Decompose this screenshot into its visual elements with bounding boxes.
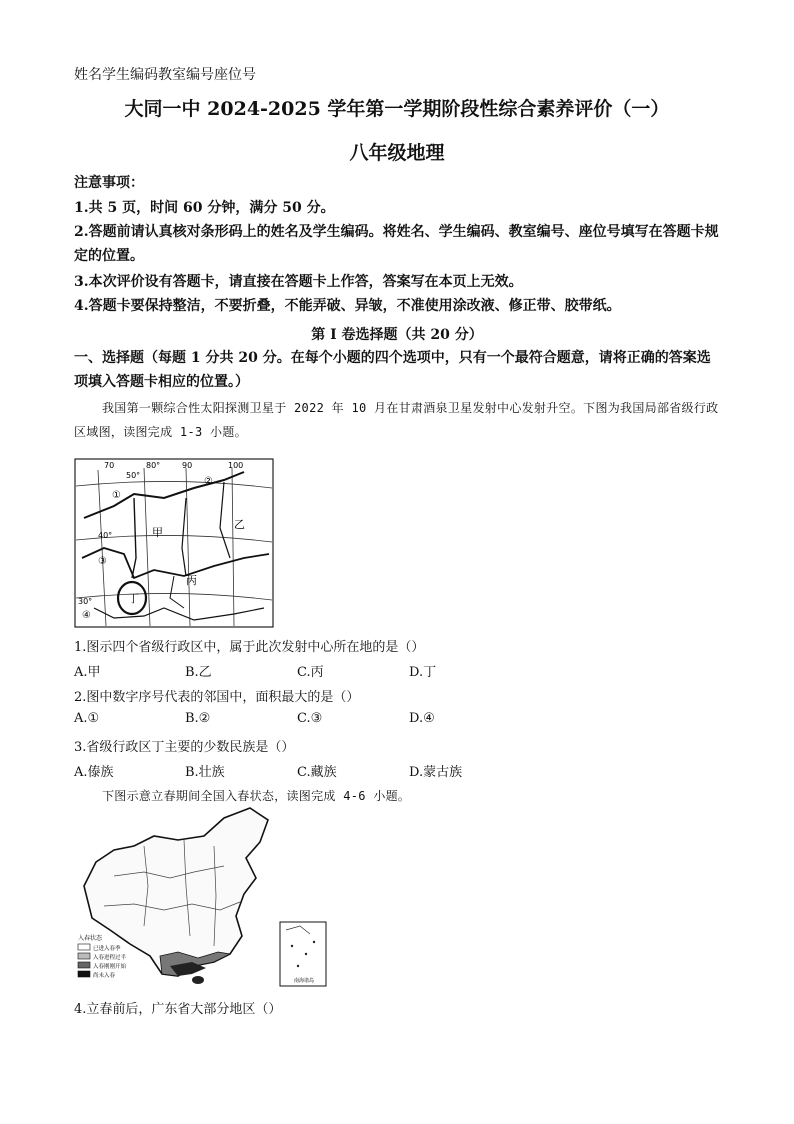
lat-label-40: 40° xyxy=(98,531,113,540)
question-3-option-a[interactable]: A.傣族 xyxy=(74,765,114,780)
region-label-1: ① xyxy=(112,490,121,501)
region-label-2: ② xyxy=(204,476,213,487)
notice-item-1: 1.共 5 页，时间 60 分钟，满分 50 分。 xyxy=(74,200,335,216)
region-label-yi: 乙 xyxy=(234,518,245,531)
lon-label-100: 100 xyxy=(228,461,244,470)
question-2-stem: 2.图中数字序号代表的邻国中，面积最大的是（） xyxy=(74,690,360,705)
region-label-bing: 丙 xyxy=(186,574,197,587)
question-1-stem: 1.图示四个省级行政区中，属于此次发射中心所在地的是（） xyxy=(74,640,425,655)
region-label-4: ④ xyxy=(82,610,91,621)
question-2-option-c[interactable]: C.③ xyxy=(297,711,323,726)
inset-label: 南海诸岛 xyxy=(293,978,315,984)
province-map xyxy=(74,458,274,632)
material-1: 我国第一颗综合性太阳探测卫星于 2022 年 10 月在甘肃酒泉卫星发射中心发射升空。下图为我国局部省级行政区域图，读图完成 1-3 小题。 xyxy=(74,401,719,439)
question-1-option-b[interactable]: B.乙 xyxy=(185,665,212,680)
lon-label-80: 80° xyxy=(146,461,161,470)
lon-label-70: 70 xyxy=(104,461,115,470)
section-title: 第 I 卷选择题（共 20 分） xyxy=(311,327,483,343)
question-4-stem: 4.立春前后，广东省大部分地区（） xyxy=(74,1002,282,1017)
question-2-option-b[interactable]: B.② xyxy=(185,711,211,726)
notice-item-3: 3.本次评价设有答题卡，请直接在答题卡上作答，答案写在本页上无效。 xyxy=(74,274,523,290)
legend-title: 入春状态 xyxy=(78,935,103,942)
china-spring-map xyxy=(74,806,334,994)
region-label-ding: 丁 xyxy=(128,592,139,605)
lat-label-30: 30° xyxy=(78,597,93,606)
question-1-option-a[interactable]: A.甲 xyxy=(74,665,101,680)
notice-item-2: 2.答题前请认真核对条形码上的姓名及学生编码。将姓名、学生编码、教室编号、座位号填写在答题卡规定的位置。 xyxy=(74,224,719,264)
section-instructions: 一、选择题（每题 1 分共 20 分。在每个小题的四个选项中，只有一个最符合题意，请将正确的答案选项填入答题卡相应的位置。） xyxy=(74,350,711,390)
header-fields: 姓名学生编码教室编号座位号 xyxy=(74,67,256,83)
lat-label-50: 50° xyxy=(126,471,141,480)
question-3-option-b[interactable]: B.壮族 xyxy=(185,765,225,780)
question-3-stem: 3.省级行政区丁主要的少数民族是（） xyxy=(74,740,295,755)
lon-label-90: 90 xyxy=(182,461,193,470)
page-title: 大同一中 2024-2025 学年第一学期阶段性综合素养评价（一） xyxy=(124,98,670,120)
question-2-option-d[interactable]: D.④ xyxy=(409,711,435,726)
question-2-option-a[interactable]: A.① xyxy=(74,711,100,726)
notice-item-4: 4.答题卡要保持整洁，不要折叠，不能弄破、异皱，不准使用涂改液、修正带、胶带纸。 xyxy=(74,298,621,314)
legend-item-1: 已进入春季 xyxy=(93,946,121,952)
legend-item-3: 入春刚刚开始 xyxy=(93,964,127,970)
notice-heading: 注意事项： xyxy=(74,175,144,191)
page-subtitle: 八年级地理 xyxy=(349,142,445,164)
question-3-option-d[interactable]: D.蒙古族 xyxy=(409,765,463,780)
material-2: 下图示意立春期间全国入春状态，读图完成 4-6 小题。 xyxy=(102,789,411,803)
question-1-option-c[interactable]: C.丙 xyxy=(297,665,324,680)
region-label-3: ③ xyxy=(98,556,107,567)
question-3-option-c[interactable]: C.藏族 xyxy=(297,765,337,780)
legend-item-4: 尚未入春 xyxy=(93,973,116,979)
region-label-jia: 甲 xyxy=(152,526,163,539)
question-1-option-d[interactable]: D.丁 xyxy=(409,665,437,680)
legend-item-2: 入春进程过半 xyxy=(93,955,127,961)
